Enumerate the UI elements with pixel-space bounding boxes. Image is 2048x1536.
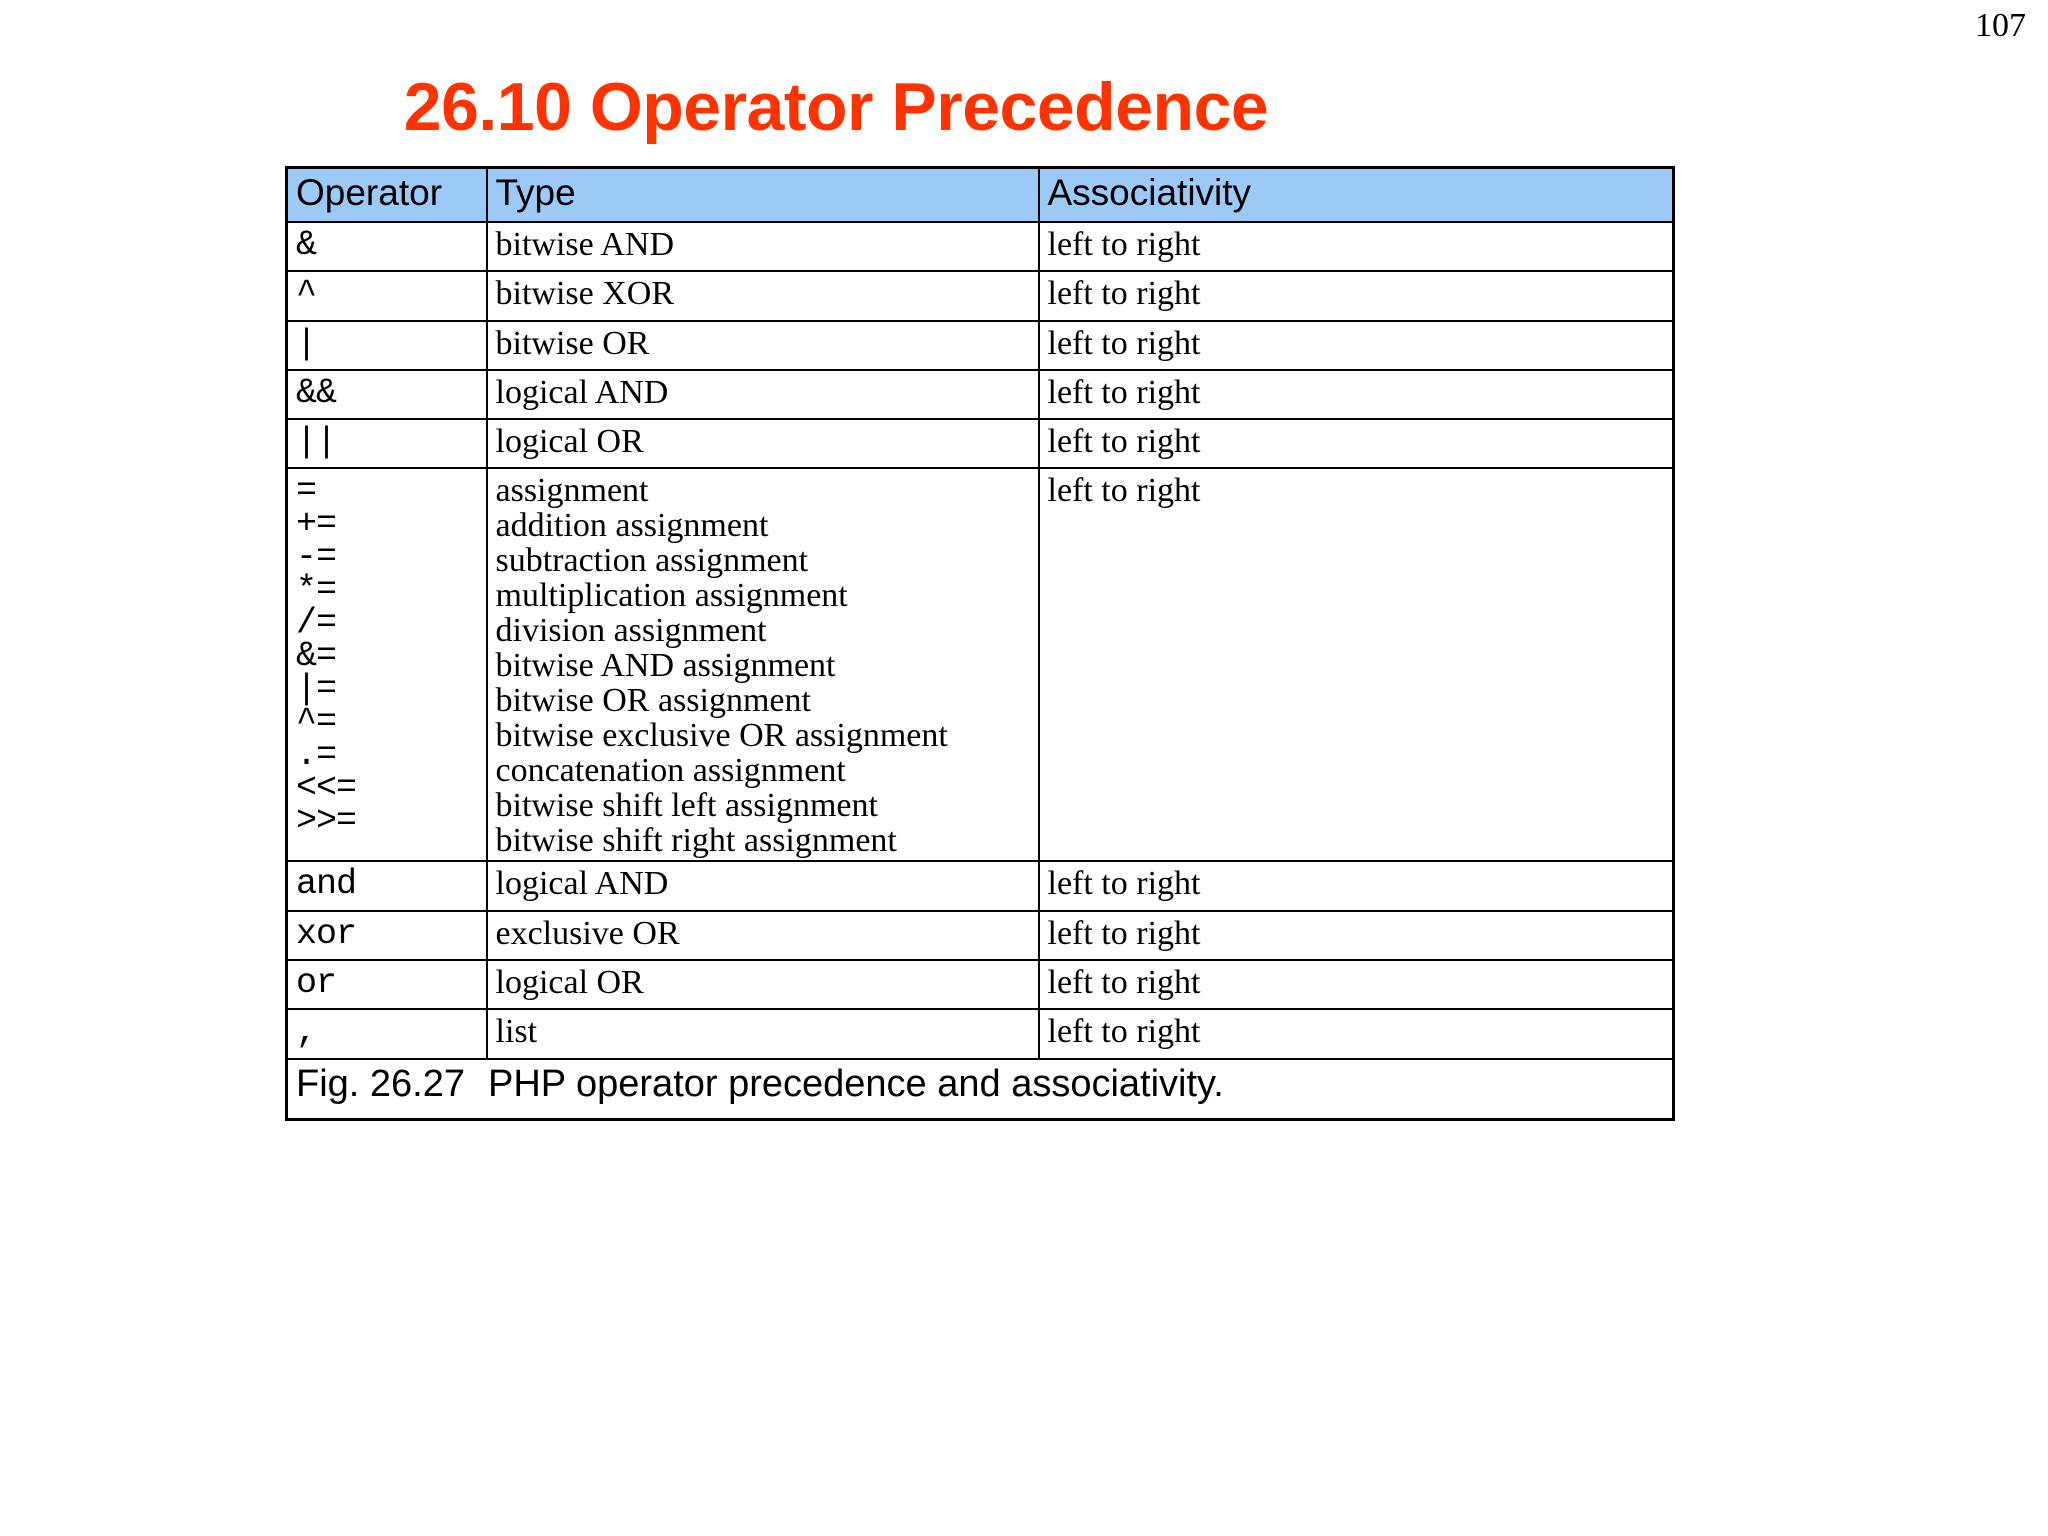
cell-line: &= xyxy=(296,636,337,677)
table-row xyxy=(287,419,1674,468)
cell-associativity: left to right xyxy=(1039,222,1674,271)
cell-line: >>= xyxy=(296,801,357,842)
cell-associativity: left to right xyxy=(1039,419,1674,468)
cell-operator: and xyxy=(287,861,487,910)
table-caption-row xyxy=(287,1059,1674,1120)
figure-label: Fig. 26.27 xyxy=(296,1062,465,1105)
cell-line: /= xyxy=(296,603,337,644)
column-header-type: Type xyxy=(487,168,1039,223)
cell-line: bitwise shift left assignment xyxy=(495,787,878,825)
cell-line: multiplication assignment xyxy=(495,577,848,615)
cell-type: bitwise AND xyxy=(487,222,1039,271)
cell-type: logical OR xyxy=(487,419,1039,468)
cell-line: .= xyxy=(296,735,337,776)
cell-type: list xyxy=(487,1009,1039,1058)
table-header xyxy=(287,168,1674,223)
cell-line: += xyxy=(296,504,337,545)
cell-operator: or xyxy=(287,960,487,1009)
cell-associativity: left to right xyxy=(1039,861,1674,910)
table-body xyxy=(287,222,1674,1119)
table-row xyxy=(287,911,1674,960)
cell-type: bitwise OR xyxy=(487,321,1039,370)
figure-caption xyxy=(287,1059,1674,1120)
cell-line: bitwise exclusive OR assignment xyxy=(495,717,948,755)
cell-type: exclusive OR xyxy=(487,911,1039,960)
cell-type-list xyxy=(487,468,1039,861)
cell-associativity: left to right xyxy=(1039,911,1674,960)
cell-operator: ^ xyxy=(287,271,487,320)
table-row xyxy=(287,960,1674,1009)
cell-line: bitwise AND assignment xyxy=(495,647,836,685)
cell-line: bitwise OR assignment xyxy=(495,682,811,720)
column-header-associativity: Associativity xyxy=(1039,168,1674,223)
cell-operator: xor xyxy=(287,911,487,960)
cell-type: bitwise XOR xyxy=(487,271,1039,320)
column-header-operator: Operator xyxy=(287,168,487,223)
cell-associativity: left to right xyxy=(1039,960,1674,1009)
cell-associativity: left to right xyxy=(1039,370,1674,419)
page-title: 26.10 Operator Precedence xyxy=(403,69,1269,145)
table-row xyxy=(287,861,1674,910)
table-row xyxy=(287,321,1674,370)
cell-line: division assignment xyxy=(495,612,767,650)
cell-line: -= xyxy=(296,537,337,578)
cell-operator: | xyxy=(287,321,487,370)
cell-associativity: left to right xyxy=(1039,1009,1674,1058)
table-row xyxy=(287,222,1674,271)
table-row xyxy=(287,370,1674,419)
cell-line: *= xyxy=(296,570,337,611)
table-header-row xyxy=(287,168,1674,223)
cell-line: assignment xyxy=(495,472,649,510)
cell-operator: & xyxy=(287,222,487,271)
table-row xyxy=(287,1009,1674,1058)
table-row xyxy=(287,271,1674,320)
operator-precedence-table xyxy=(285,166,1675,1121)
cell-type: logical OR xyxy=(487,960,1039,1009)
cell-operator-list xyxy=(287,468,487,861)
table-row-assignment-operators xyxy=(287,468,1674,861)
cell-line: bitwise shift right assignment xyxy=(495,822,897,860)
cell-line: subtraction assignment xyxy=(495,542,809,580)
operator-precedence-table-container xyxy=(285,166,1672,1121)
cell-operator: && xyxy=(287,370,487,419)
cell-associativity: left to right xyxy=(1039,271,1674,320)
page-number: 107 xyxy=(1975,7,2026,44)
cell-type: logical AND xyxy=(487,861,1039,910)
cell-operator: || xyxy=(287,419,487,468)
cell-line: = xyxy=(296,471,317,512)
cell-operator: , xyxy=(287,1009,487,1058)
cell-line: ^= xyxy=(296,702,337,743)
cell-line: addition assignment xyxy=(495,507,769,545)
cell-line: |= xyxy=(296,669,337,710)
cell-type: logical AND xyxy=(487,370,1039,419)
cell-associativity: left to right xyxy=(1039,468,1674,861)
cell-line: concatenation assignment xyxy=(495,752,846,790)
cell-associativity: left to right xyxy=(1039,321,1674,370)
cell-line: <<= xyxy=(296,768,357,809)
figure-caption-text: PHP operator precedence and associativity. xyxy=(488,1062,1224,1105)
